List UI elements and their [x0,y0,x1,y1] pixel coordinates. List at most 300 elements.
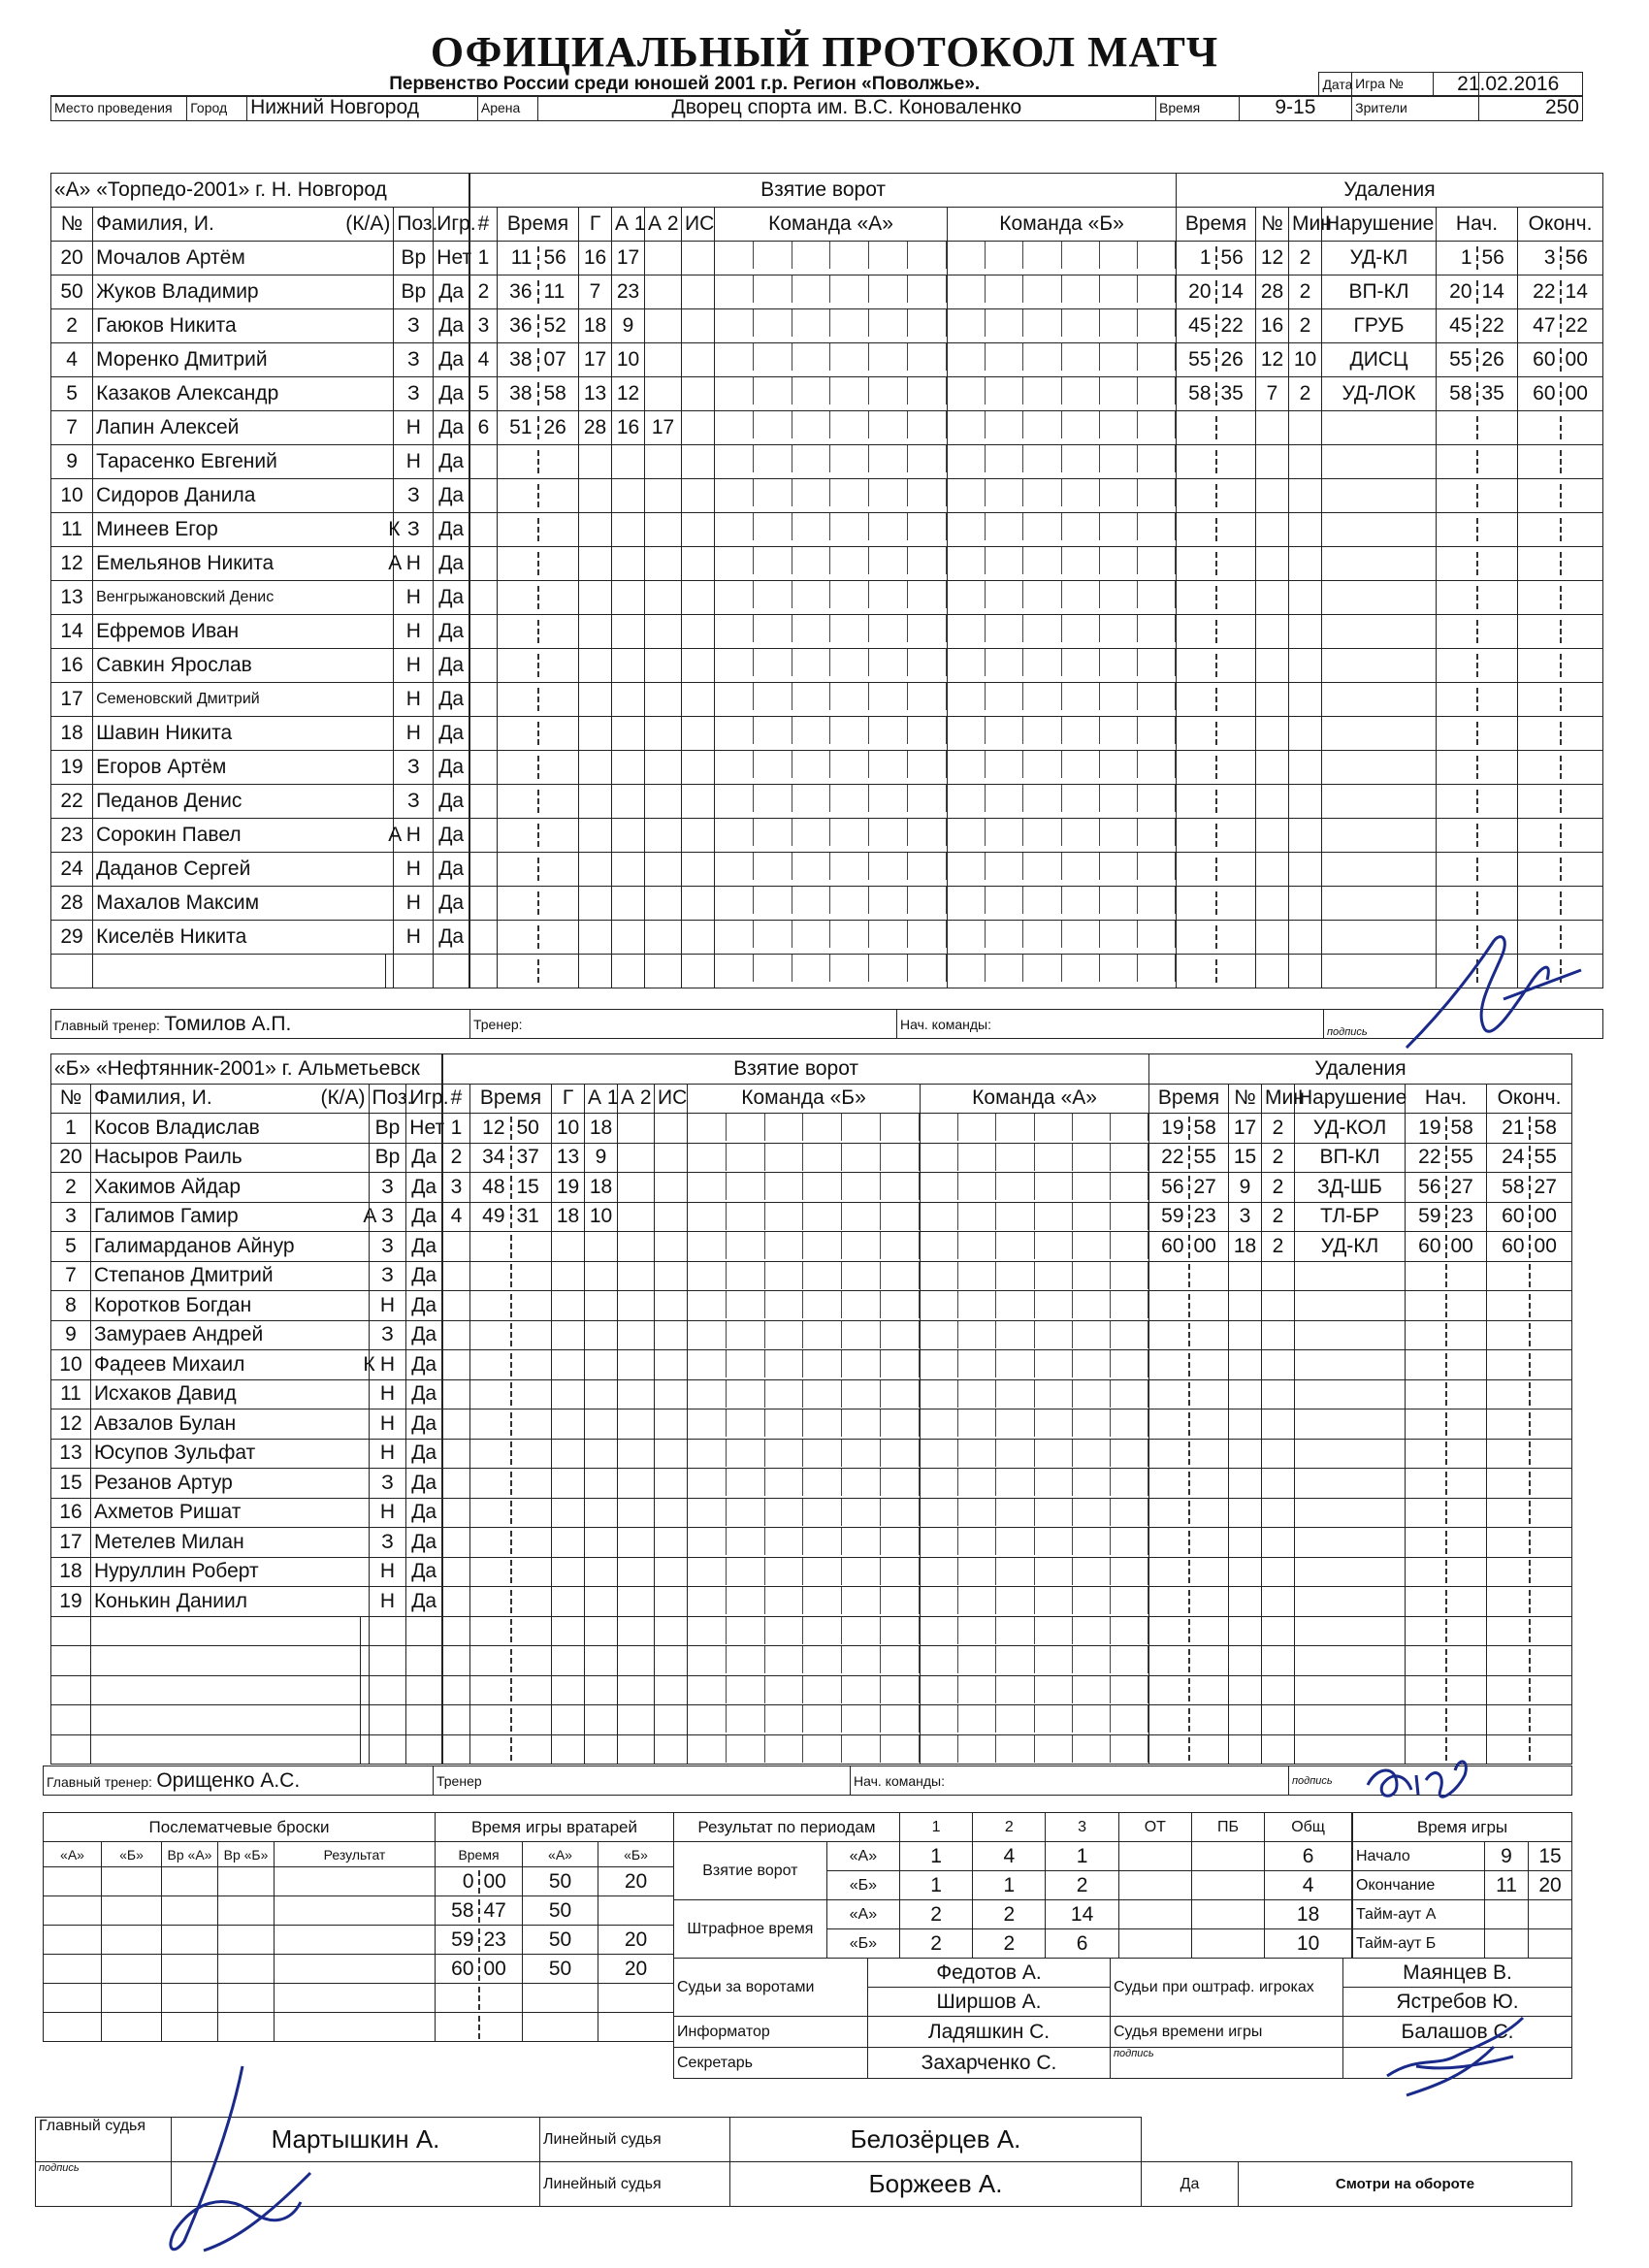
goal-minute [498,518,539,541]
penalty-start-minute [1406,1619,1447,1642]
player-played: Да [406,1232,442,1262]
penalty-start-second [1478,959,1518,983]
penalty-end-second [1531,1678,1572,1701]
penalty-start-second [1447,1501,1487,1524]
goal-row [470,717,1177,751]
penalty-end-second [1531,1590,1572,1613]
goal-situation [655,1232,688,1262]
linesman-2: Боржеев А. [730,2162,1142,2207]
penalty-infraction: УД-ЛОК [1322,377,1437,411]
penalty-player [1229,1379,1262,1409]
goal-minute [498,654,539,677]
penalty-end-second [1562,688,1603,711]
lineup-cell-a [715,751,948,785]
penalty-start [1406,1439,1487,1469]
coach-label-b: Главный тренер: [47,1773,152,1790]
goal-assist-2 [618,1350,655,1380]
game-time-title: Время игры [1353,1813,1572,1842]
penalty-start-minute [1437,484,1478,507]
goal-row [443,1675,1149,1705]
penalty-time-minute [1149,1560,1190,1583]
penalty-end-second [1562,484,1603,507]
goal-second [512,1678,552,1701]
goal-assist-1 [585,1469,618,1499]
penalty-end [1518,377,1603,411]
goal-assist-1 [585,1232,618,1262]
goal-scorer [552,1261,585,1291]
penalty-player [1229,1469,1262,1499]
penalty-row [1149,1646,1572,1676]
penalty-row [1149,1350,1572,1380]
goal-row [470,683,1177,717]
goal-scorer: 13 [579,377,612,411]
penalty-start [1406,1705,1487,1735]
penalty-row [1177,275,1603,309]
penalty-start-minute [1406,1649,1447,1672]
penalty-time [1149,1114,1229,1144]
player-number: 19 [51,751,93,785]
penalty-time-minute [1149,1323,1190,1346]
penalty-start [1437,309,1518,343]
penalty-end-second [1531,1294,1572,1317]
player-role: А [385,547,394,581]
penalty-end-minute: 22 [1518,280,1562,304]
empty-cell [51,1675,91,1705]
player-played: Да [406,1379,442,1409]
penalty-minutes [1289,445,1322,479]
start-label: Начало [1353,1842,1485,1871]
player-name: Даданов Сергей [93,853,386,887]
goals-title-a: Взятие ворот [470,174,1177,208]
goal-scorer [579,547,612,581]
goal-second [539,654,579,677]
col-pen-infraction-b: Нарушение [1295,1084,1406,1114]
lineup-cell-a [715,785,948,819]
penalty-end [1487,1675,1572,1705]
penalty-end-minute [1487,1264,1531,1287]
penalty-minutes [1262,1379,1295,1409]
gk-row [436,1896,674,1926]
goal-assist-1: 10 [612,343,645,377]
player-row [51,1143,442,1173]
penalty-end [1518,785,1603,819]
goal-time [470,1734,552,1765]
penalty-time-second [1190,1442,1229,1465]
gk-time [436,1955,523,1984]
goal-second [512,1560,552,1583]
penalty-start-minute [1437,925,1478,949]
goal-second [512,1737,552,1761]
goal-time [498,309,579,343]
goal-row [470,853,1177,887]
lineup-cell-a [688,1675,921,1705]
penalty-end [1487,1320,1572,1350]
lineup-cell-b [921,1587,1149,1617]
goal-scorer: 18 [579,309,612,343]
gk-time-minute: 59 [436,1928,480,1952]
col-pos-b: Поз. [369,1084,406,1114]
lineup-cell-a [688,1232,921,1262]
penalty-end-minute [1487,1531,1531,1554]
goal-row [443,1261,1149,1291]
player-played: Да [406,1202,442,1232]
lineup-cell-a [688,1646,921,1676]
penalty-end-second [1562,959,1603,983]
match-header-row2 [50,72,1583,121]
goals-b-p2: 1 [973,1871,1046,1900]
penalty-time-minute: 19 [1149,1117,1190,1140]
player-played: Да [434,819,469,853]
penalty-row [1177,343,1603,377]
penalty-start-minute [1437,688,1478,711]
goal-number [443,1675,470,1705]
penalty-end [1518,479,1603,513]
goal-scorer: 16 [579,242,612,275]
penalty-infraction [1295,1557,1406,1587]
penalty-end [1518,547,1603,581]
goal-assist-2 [618,1202,655,1232]
goal-situation [682,921,715,955]
penalty-start [1437,853,1518,887]
start-hour: 9 [1485,1842,1529,1871]
penalty-row [1149,1409,1572,1440]
penalty-player: 17 [1229,1114,1262,1144]
goal-assist-1 [585,1734,618,1765]
goal-minute [470,1382,512,1406]
penalty-start-second [1478,824,1518,847]
penalty-start-minute [1437,416,1478,439]
player-row [51,547,469,581]
goal-minute: 36 [498,314,539,338]
penalty-time-minute [1177,518,1217,541]
penalty-minutes: 2 [1262,1232,1295,1262]
lineup-cell-b [948,683,1177,717]
player-row [51,1379,442,1409]
goal-scorer [579,853,612,887]
penalty-minutes [1289,921,1322,955]
gk-time-second [480,1987,523,2010]
lineup-cell-b [948,581,1177,615]
penalty-end-second: 00 [1534,1205,1557,1228]
penalty-row [1149,1587,1572,1617]
goal-second [512,1323,552,1346]
goal-situation [655,1320,688,1350]
penalty-start-second: 26 [1481,348,1504,371]
player-played: Да [434,309,469,343]
penalty-end [1487,1498,1572,1528]
penalty-row [1177,615,1603,649]
lineup-cell-b [948,649,1177,683]
goal-assist-2 [645,717,682,751]
player-name: Гаюков Никита [93,309,386,343]
goal-assist-2 [645,309,682,343]
penalty-player: 7 [1256,377,1289,411]
goal-assist-1 [585,1675,618,1705]
penalty-time [1177,717,1256,751]
player-played: Да [434,649,469,683]
penalty-infraction: ДИСЦ [1322,343,1437,377]
player-role [360,1114,369,1144]
penalty-time [1177,955,1256,988]
player-position: Н [394,887,434,921]
player-played: Нет [434,242,469,275]
penalty-time [1149,1469,1229,1499]
penalty-start-minute [1406,1412,1447,1436]
player-played: Да [406,1291,442,1321]
lineup-cell-a [715,581,948,615]
player-number: 23 [51,819,93,853]
goal-minute [470,1501,512,1524]
goal-assist-1 [612,785,645,819]
penalty-time-second [1190,1560,1229,1583]
penalty-time-minute: 60 [1149,1235,1190,1258]
penalty-minutes [1262,1409,1295,1440]
penalty-row [1149,1705,1572,1735]
penalty-minutes: 2 [1262,1173,1295,1203]
penalty-end-minute: 60 [1487,1205,1531,1228]
pim-team-a-label: «А» [826,1900,899,1929]
penalty-end-second [1531,1412,1572,1436]
penalty-time-second [1217,925,1256,949]
goal-row [470,242,1177,275]
col-time-b: Время [470,1084,552,1114]
lineup-cell-b [921,1143,1149,1173]
player-role [360,1498,369,1528]
empty-cell [51,1734,91,1765]
goal-row [470,785,1177,819]
penalty-minutes [1262,1261,1295,1291]
penalty-time-second: 23 [1193,1205,1216,1228]
penalty-start-minute [1406,1472,1447,1495]
penalty-player [1256,717,1289,751]
goal-second [539,688,579,711]
penalty-end [1487,1350,1572,1380]
penalty-start-minute [1406,1442,1447,1465]
goal-assist-1 [585,1587,618,1617]
penalty-time [1177,649,1256,683]
team-a-roster [50,173,476,988]
penalty-minutes: 2 [1289,377,1322,411]
penalty-end [1487,1734,1572,1765]
penalty-start-second [1478,620,1518,643]
yes-label: Да [1142,2162,1239,2207]
goal-time [498,479,579,513]
player-role [360,1557,369,1587]
player-number: 12 [51,1409,91,1440]
penalty-end-minute: 21 [1487,1117,1531,1140]
player-name: Киселёв Никита [93,921,386,955]
penalty-time [1177,343,1256,377]
goal-assist-1 [612,955,645,988]
goals-b-p1: 1 [899,1871,972,1900]
player-position: Н [369,1439,406,1469]
penalty-row [1177,683,1603,717]
penalty-end [1487,1143,1572,1173]
goal-scorer [579,479,612,513]
penalty-start-minute: 19 [1406,1117,1447,1140]
penalty-end-second: 27 [1534,1175,1557,1198]
penalty-row [1149,1114,1572,1144]
penalty-time [1149,1734,1229,1765]
penalty-start-second: 14 [1481,280,1504,303]
penalty-start-minute: 1 [1437,246,1478,270]
player-role [385,887,394,921]
goal-number [470,581,498,615]
empty-cell [360,1646,369,1676]
penalty-start-second [1478,484,1518,507]
player-position: З [369,1469,406,1499]
player-name: Ахметов Ришат [90,1498,360,1528]
penalty-time-second: 58 [1193,1116,1216,1139]
goals-a-p2: 4 [973,1842,1046,1871]
penalty-time-minute [1149,1412,1190,1436]
player-number: 9 [51,1320,91,1350]
goal-assist-1: 12 [612,377,645,411]
goal-assist-1: 9 [612,309,645,343]
goal-scorer [552,1616,585,1646]
player-row [51,887,469,921]
penalty-infraction [1322,683,1437,717]
goal-assist-2 [618,1261,655,1291]
goal-situation [682,547,715,581]
col-is: ИС [682,208,715,242]
penalty-end-minute [1518,688,1562,711]
penalty-time-second [1190,1678,1229,1701]
player-role [360,1409,369,1440]
goal-number: 4 [443,1202,470,1232]
goal-situation [655,1202,688,1232]
goal-number [470,955,498,988]
player-row [51,479,469,513]
goal-minute [498,790,539,813]
penalty-end [1518,887,1603,921]
penalty-time-minute [1149,1382,1190,1406]
player-position: Н [394,717,434,751]
goal-number [443,1528,470,1558]
penalty-infraction [1295,1379,1406,1409]
penalty-start-minute [1406,1531,1447,1554]
goal-scorer [552,1291,585,1321]
penalty-player [1229,1587,1262,1617]
goal-time [498,547,579,581]
end-minute: 20 [1529,1871,1572,1900]
lineup-cell-a [688,1557,921,1587]
lineup-cell-b [948,411,1177,445]
penalty-end-second [1562,620,1603,643]
lineup-cell-b [948,751,1177,785]
goal-time [470,1646,552,1676]
lineup-cell-b [948,547,1177,581]
penalty-row [1177,513,1603,547]
goal-scorer [579,445,612,479]
penalty-start [1437,547,1518,581]
lineup-cell-a [715,275,948,309]
penalty-end-minute: 60 [1487,1235,1531,1258]
penalty-start-minute [1406,1294,1447,1317]
lineup-cell-a [688,1202,921,1232]
player-number: 20 [51,242,93,275]
empty-cell [360,1734,369,1765]
penalty-end [1518,921,1603,955]
penalty-player [1256,547,1289,581]
penalty-start-second [1478,858,1518,881]
lineup-cell-b [921,1734,1149,1765]
penalty-end-minute [1518,925,1562,949]
penalty-end [1518,275,1603,309]
game-time-table [1352,1812,1572,1959]
linesman-1: Белозёрцев А. [730,2118,1142,2162]
goal-number [470,853,498,887]
penalty-infraction: УД-КЛ [1322,242,1437,275]
col-ka: (К/А) [345,212,391,235]
penalty-start [1406,1528,1487,1558]
penalty-player [1256,411,1289,445]
penalty-end-second: 22 [1565,314,1588,337]
penalty-player [1256,683,1289,717]
goal-minute [498,620,539,643]
goal-row [443,1409,1149,1440]
goal-row [443,1646,1149,1676]
player-name: Конькин Даниил [90,1587,360,1617]
penalty-end-minute [1487,1353,1531,1377]
penalty-start-minute [1437,586,1478,609]
goal-second [512,1442,552,1465]
goals-team-a-label: «А» [826,1842,899,1871]
lineup-cell-a [688,1143,921,1173]
chief-label-a: Нач. команды: [897,1010,1324,1039]
penalty-end-minute [1487,1442,1531,1465]
goal-situation [682,751,715,785]
penalty-end [1518,853,1603,887]
penalty-player [1229,1557,1262,1587]
lineup-cell-b [948,343,1177,377]
penalty-time-minute: 56 [1149,1176,1190,1199]
goal-second [539,790,579,813]
penalty-start-second: 35 [1481,382,1504,405]
penalty-end [1518,513,1603,547]
col-pen-min-b: Мин [1262,1084,1295,1114]
penalty-end-minute [1518,654,1562,677]
player-name: Тарасенко Евгений [93,445,386,479]
penalty-row [1149,1469,1572,1499]
penalty-start [1437,649,1518,683]
goal-time [470,1173,552,1203]
penalty-infraction [1322,717,1437,751]
goal-assist-2 [645,887,682,921]
goal-assist-1 [612,751,645,785]
player-role [385,275,394,309]
periods-title: Результат по периодам [674,1813,900,1842]
penalty-infraction [1322,445,1437,479]
goal-time [470,1528,552,1558]
goal-scorer: 10 [552,1114,585,1144]
penalty-player [1256,479,1289,513]
penalty-end-second [1531,1619,1572,1642]
game-no-value [1478,72,1582,95]
penalty-end-second [1562,416,1603,439]
goal-row [443,1498,1149,1528]
lineup-cell-a [715,683,948,717]
goal-assist-2 [645,615,682,649]
goal-situation [682,275,715,309]
penalty-row [1149,1379,1572,1409]
penalty-player [1229,1498,1262,1528]
goal-number [470,785,498,819]
player-position: Н [394,921,434,955]
penalty-player [1256,785,1289,819]
player-row [51,445,469,479]
player-role [385,479,394,513]
